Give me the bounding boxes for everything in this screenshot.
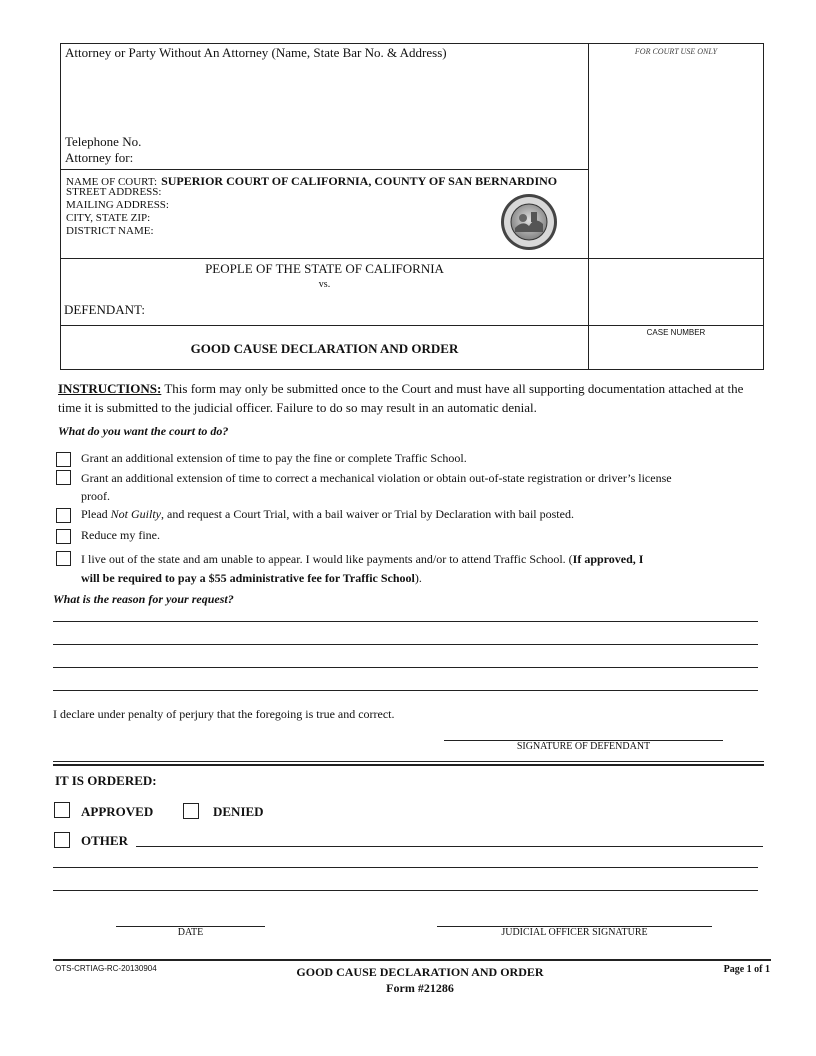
other-label: OTHER xyxy=(81,833,128,848)
footer-form-code: OTS-CRTIAG-RC-20130904 xyxy=(55,964,157,973)
option2-checkbox[interactable] xyxy=(56,470,71,485)
instructions-label: INSTRUCTIONS: xyxy=(58,381,162,396)
option3-label xyxy=(81,507,574,522)
option2-line1: Grant an additional extension of time to correct a mechanical violation or obtain out-of-state registration or driver’s license xyxy=(81,471,672,485)
judicial-signature-label: JUDICIAL OFFICER SIGNATURE xyxy=(501,927,648,938)
approved-checkbox[interactable] xyxy=(54,802,70,818)
defendant-label: DEFENDANT: xyxy=(64,302,145,317)
defendant-signature-label: SIGNATURE OF DEFENDANT xyxy=(516,741,651,752)
option1-label: Grant an additional extension of time to pay the fine or complete Traffic School. xyxy=(81,451,467,465)
plaintiff-name: PEOPLE OF THE STATE OF CALIFORNIA xyxy=(205,261,444,276)
attorney-label: Attorney or Party Without An Attorney (Name, State Bar No. & Address) xyxy=(65,45,447,60)
court-use-box xyxy=(588,43,764,259)
option2-label xyxy=(81,469,672,505)
form-title: GOOD CAUSE DECLARATION AND ORDER xyxy=(190,341,459,356)
reason-line-1[interactable] xyxy=(53,621,758,622)
other-line-1[interactable] xyxy=(136,846,763,847)
court-use-only-label: FOR COURT USE ONLY xyxy=(634,47,718,56)
court-name-value: SUPERIOR COURT OF CALIFORNIA, COUNTY OF SAN BERNARDINO xyxy=(161,174,558,188)
other-checkbox[interactable] xyxy=(54,832,70,848)
approved-label: APPROVED xyxy=(81,804,154,819)
attorney-for-label: Attorney for: xyxy=(65,150,134,165)
telephone-label: Telephone No. xyxy=(65,134,142,149)
declaration-text: I declare under penalty of perjury that the foregoing is true and correct. xyxy=(53,707,395,721)
instructions-line1: This form may only be submitted once to the Court and must have all supporting documentation attached at the xyxy=(164,381,744,396)
parties-right-box xyxy=(588,258,764,326)
court-name-label: NAME OF COURT: xyxy=(66,176,158,188)
mailing-address-label: MAILING ADDRESS: xyxy=(66,199,169,211)
attorney-box xyxy=(60,43,589,170)
option3-post: , and request a Court Trial, with a bail waiver or Trial by Declaration with bail posted. xyxy=(161,507,574,521)
option4-checkbox[interactable] xyxy=(56,529,71,544)
street-address-label: STREET ADDRESS: xyxy=(66,186,162,198)
reason-line-2[interactable] xyxy=(53,644,758,645)
other-line-2[interactable] xyxy=(53,867,758,868)
other-line-3[interactable] xyxy=(53,890,758,891)
footer-form-number: Form #21286 xyxy=(386,981,454,995)
option5-bold1: If approved, I xyxy=(572,552,644,566)
option1-checkbox[interactable] xyxy=(56,452,71,467)
section-divider-top xyxy=(53,761,764,762)
option4-label: Reduce my fine. xyxy=(81,528,160,542)
instructions-line2: time it is submitted to the judicial officer. Failure to do so may result in an automatic denial. xyxy=(58,400,537,415)
case-number-label: CASE NUMBER xyxy=(646,328,706,337)
district-name-label: DISTRICT NAME: xyxy=(66,225,154,237)
footer-page: Page 1 of 1 xyxy=(723,964,770,975)
footer-title: GOOD CAUSE DECLARATION AND ORDER xyxy=(296,965,544,979)
option3-pre: Plead xyxy=(81,507,111,521)
court-seal xyxy=(499,192,559,252)
date-label: DATE xyxy=(177,927,204,938)
denied-label: DENIED xyxy=(213,804,264,819)
footer-rule xyxy=(53,959,771,961)
option5-label xyxy=(81,550,643,588)
option5-checkbox[interactable] xyxy=(56,551,71,566)
option5-pre: I live out of the state and am unable to appear. I would like payments and/or to attend Traffic School. ( xyxy=(81,552,573,566)
reason-line-3[interactable] xyxy=(53,667,758,668)
option3-italic: Not Guilty xyxy=(110,507,162,521)
request-question: What do you want the court to do? xyxy=(58,424,229,438)
reason-line-4[interactable] xyxy=(53,690,758,691)
option3-checkbox[interactable] xyxy=(56,508,71,523)
order-heading: IT IS ORDERED: xyxy=(55,773,157,788)
city-state-zip-label: CITY, STATE ZIP: xyxy=(66,212,151,224)
instructions xyxy=(58,379,768,417)
versus-label: vs. xyxy=(318,279,331,290)
reason-question: What is the reason for your request? xyxy=(53,592,234,606)
option2-line2: proof. xyxy=(81,489,110,503)
option5-post: ). xyxy=(414,571,422,585)
option5-bold2: will be required to pay a $55 administrative fee for Traffic School xyxy=(81,571,415,585)
denied-checkbox[interactable] xyxy=(183,803,199,819)
section-divider-bottom xyxy=(53,764,764,766)
